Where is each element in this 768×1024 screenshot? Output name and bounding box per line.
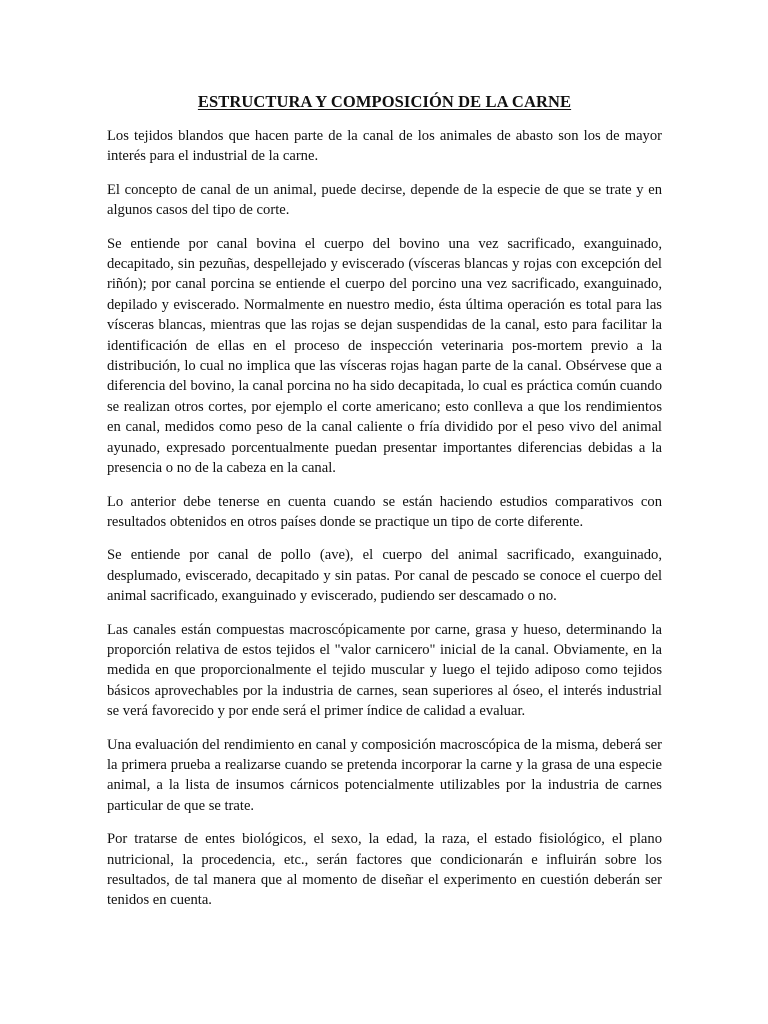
paragraph-factores-biologicos: Por tratarse de entes biológicos, el sexo, la edad, la raza, el estado fisiológico, el plano nutricional, la procedencia, etc., serán factores que condicionarán e influirán sobre los resultados, de tal manera que al momento de diseñar el experimento en cuestión deberán ser tenidos en cuenta. bbox=[107, 831, 662, 909]
paragraph-evaluacion-rendimiento: Una evaluación del rendimiento en canal y composición macroscópica de la misma, deberá ser la primera prueba a realizarse cuando se pretenda incorporar la carne y la grasa de una especie animal, a la lista de insumos cárnicos potencialmente utilizables por la industria de carnes particular de que se trate. bbox=[107, 736, 662, 814]
paragraph-concepto-canal: El concepto de canal de un animal, puede decirse, depende de la especie de que se trate y en algunos casos del tipo de corte. bbox=[107, 181, 662, 219]
paragraph-composicion-macroscopica: Las canales están compuestas macroscópicamente por carne, grasa y hueso, determinando la proporción relativa de estos tejidos el "valor carnicero" inicial de la canal. Obviamente, en la medida en que proporcionalmente el tejido muscular y luego el tejido adiposo como tejidos básicos aprovechables por la industria de carnes, sean superiores al óseo, el interés industrial se verá favorecido y por ende será el primer índice de calidad a evaluar. bbox=[107, 621, 662, 720]
document-title: ESTRUCTURA Y COMPOSICIÓN DE LA CARNE bbox=[197, 92, 572, 111]
paragraph-estudios-comparativos: Lo anterior debe tenerse en cuenta cuando se están haciendo estudios comparativos con resultados obtenidos en otros países donde se practique un tipo de corte diferente. bbox=[107, 493, 662, 530]
paragraph-canal-bovina-porcina: Se entiende por canal bovina el cuerpo del bovino una vez sacrificado, exanguinado, decapitado, sin pezuñas, despellejado y eviscerado (vísceras blancas y rojas con excepción del riñón); por canal porcina se entiende el cuerpo del porcino una vez sacrificado, exanguinado, depilado y eviscerado. Normalmente en nuestro medio, ésta última operación es total para las vísceras blancas, mientras que las rojas se dejan suspendidas de la canal, esto para facilitar la identificación de ellas en el proceso de inspección veterinaria pos-mortem previo a la distribución, lo cual no implica que las vísceras rojas hagan parte de la canal. Obsérvese que a diferencia del bovino, la canal porcina no ha sido decapitada, lo cual es práctica común cuando se realizan otros cortes, por ejemplo el corte americano; esto conlleva a que los rendimientos en canal, medidos como peso de la canal caliente o fría dividido por el peso vivo del animal ayunado, expresado porcentualmente puedan presentar importantes diferencias debidas a la presencia o no de la cabeza en la canal. bbox=[107, 235, 662, 477]
document-body bbox=[107, 92, 662, 924]
paragraph-canal-pollo-pescado: Se entiende por canal de pollo (ave), el cuerpo del animal sacrificado, exanguinado, desplumado, eviscerado, decapitado y sin patas. Por canal de pescado se conoce el cuerpo del animal sacrificado, exanguinado y eviscerado, pudiendo ser descamado o no. bbox=[107, 547, 662, 605]
paragraph-tejidos-blandos: Los tejidos blandos que hacen parte de la canal de los animales de abasto son los de mayor interés para el industrial de la carne. bbox=[107, 128, 662, 165]
